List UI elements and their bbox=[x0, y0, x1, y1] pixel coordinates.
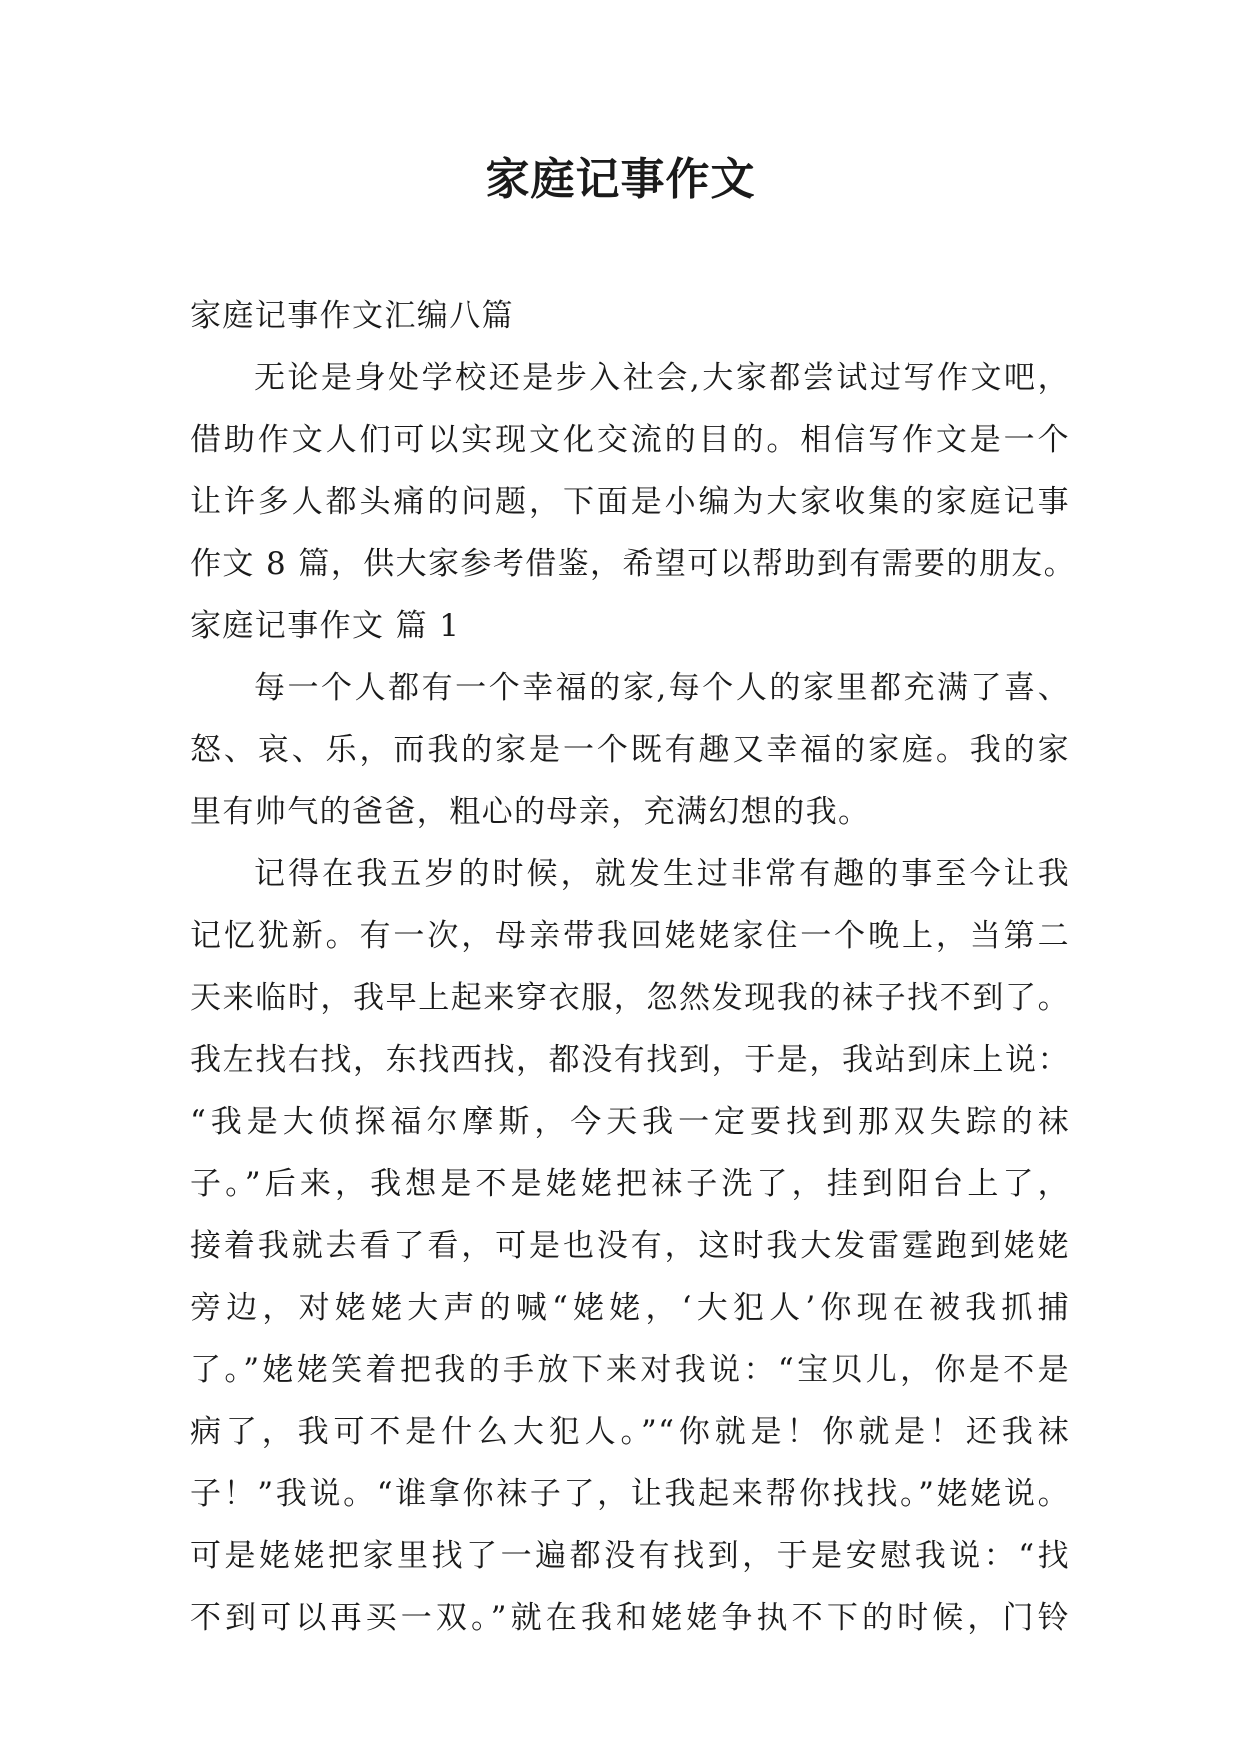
paragraph-line: 记忆犹新。有一次，母亲带我回姥姥家住一个晚上，当第二 bbox=[190, 918, 1070, 954]
paragraph-line: 不到可以再买一双。”就在我和姥姥争执不下的时候，门铃 bbox=[190, 1600, 1070, 1636]
paragraph-line: 我左找右找，东找西找，都没有找到，于是，我站到床上说： bbox=[190, 1042, 1070, 1078]
paragraph-line: 了。”姥姥笑着把我的手放下来对我说：“宝贝儿，你是不是 bbox=[190, 1352, 1070, 1388]
paragraph-line: 怒、哀、乐，而我的家是一个既有趣又幸福的家庭。我的家 bbox=[190, 732, 1070, 768]
paragraph-line: 让许多人都头痛的问题，下面是小编为大家收集的家庭记事 bbox=[190, 484, 1070, 520]
paragraph-line: 天来临时，我早上起来穿衣服，忽然发现我的袜子找不到了。 bbox=[190, 980, 1070, 1016]
paragraph-line: “我是大侦探福尔摩斯，今天我一定要找到那双失踪的袜 bbox=[190, 1104, 1070, 1140]
section-heading: 家庭记事作文 篇 1 bbox=[190, 608, 461, 644]
paragraph-line: 作文 8 篇，供大家参考借鉴，希望可以帮助到有需要的朋友。 bbox=[190, 546, 1077, 582]
paragraph-line: 每一个人都有一个幸福的家,每个人的家里都充满了喜、 bbox=[254, 670, 1070, 706]
paragraph-line: 借助作文人们可以实现文化交流的目的。相信写作文是一个 bbox=[190, 422, 1070, 458]
document-body bbox=[190, 285, 1077, 1649]
paragraph-line: 接着我就去看了看，可是也没有，这时我大发雷霆跑到姥姥 bbox=[190, 1228, 1070, 1264]
paragraph-line: 里有帅气的爸爸，粗心的母亲，充满幻想的我。 bbox=[190, 794, 871, 830]
paragraph-line: 无论是身处学校还是步入社会,大家都尝试过写作文吧， bbox=[254, 360, 1070, 396]
paragraph-line: 子！”我说。“谁拿你袜子了，让我起来帮你找找。”姥姥说。 bbox=[190, 1476, 1070, 1512]
section-heading: 家庭记事作文汇编八篇 bbox=[190, 298, 514, 334]
paragraph-line: 病了，我可不是什么大犯人。”“你就是！你就是！还我袜 bbox=[190, 1414, 1070, 1450]
paragraph-line: 旁边，对姥姥大声的喊“姥姥，‘大犯人’你现在被我抓捕 bbox=[190, 1290, 1070, 1326]
paragraph-line: 可是姥姥把家里找了一遍都没有找到，于是安慰我说：“找 bbox=[190, 1538, 1070, 1574]
paragraph-line: 记得在我五岁的时候，就发生过非常有趣的事至今让我 bbox=[254, 856, 1070, 892]
document-title: 家庭记事作文 bbox=[485, 154, 756, 205]
paragraph-line: 子。”后来，我想是不是姥姥把袜子洗了，挂到阳台上了， bbox=[190, 1166, 1070, 1202]
